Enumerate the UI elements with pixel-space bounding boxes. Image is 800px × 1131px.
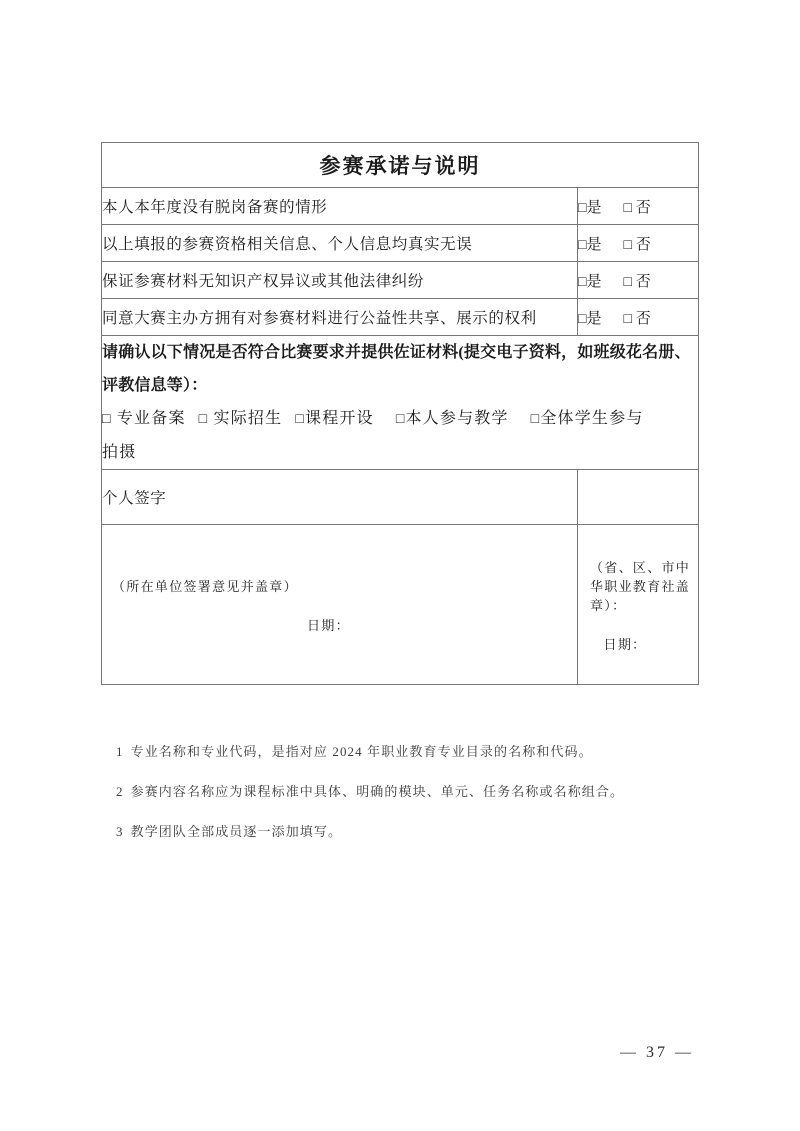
footnote-text-3: 教学团队全部成员逐一添加填写。 <box>130 824 343 839</box>
confirmation-prompt-line1: 请确认以下情况是否符合比赛要求并提供佐证材料(提交电子资料，如班级花名册、 <box>102 344 691 361</box>
seal-row <box>102 525 699 685</box>
checkbox-yes-4[interactable] <box>578 311 601 327</box>
footnotes <box>116 741 716 861</box>
table-row <box>102 299 699 336</box>
statement-choices-2 <box>578 225 699 262</box>
confirmation-options <box>102 402 698 436</box>
checkbox-option-label-1: 专业备案 <box>116 410 186 427</box>
checkbox-no-label-4: 否 <box>635 310 651 327</box>
checkbox-icon: □ <box>578 200 587 216</box>
statement-choices-1 <box>578 188 699 225</box>
employer-seal-date-label: 日期： <box>307 617 350 633</box>
footnote-number-2: 2 <box>116 784 124 799</box>
table-row <box>102 188 699 225</box>
checkbox-option-2[interactable] <box>199 410 283 427</box>
statement-text-2: 以上填报的参赛资格相关信息、个人信息均真实无误 <box>102 225 578 262</box>
checkbox-icon: □ <box>295 412 305 427</box>
checkbox-yes-label-1: 是 <box>586 199 602 216</box>
checkbox-yes-1[interactable] <box>578 200 601 216</box>
page-number: — 37 — <box>620 1044 694 1061</box>
checkbox-yes-label-2: 是 <box>586 236 602 253</box>
table-row <box>102 262 699 299</box>
employer-seal-caption: （所在单位签署意见并盖章） <box>112 578 298 594</box>
checkbox-icon: □ <box>578 237 587 253</box>
checkbox-icon: □ <box>530 412 541 427</box>
statement-text-3: 保证参赛材料无知识产权异议或其他法律纠纷 <box>102 262 578 299</box>
confirmation-prompt-line2: 评教信息等）： <box>102 377 208 394</box>
checkbox-no-2[interactable] <box>623 237 650 253</box>
checkbox-no-1[interactable] <box>623 200 650 216</box>
footnote-text-2: 参赛内容名称应为课程标准中具体、明确的模块、单元、任务名称或名称组合。 <box>130 784 625 799</box>
checkbox-no-label-1: 否 <box>635 199 651 216</box>
footnote-1 <box>116 741 716 760</box>
statement-choices-3 <box>578 262 699 299</box>
checkbox-option-label-3: 课程开设 <box>305 410 374 427</box>
checkbox-option-label-4: 本人参与教学 <box>405 410 509 427</box>
page-title: 参赛承诺与说明 <box>102 143 699 188</box>
statement-choices-4 <box>578 299 699 336</box>
checkbox-option-label-2: 实际招生 <box>213 410 283 427</box>
checkbox-no-3[interactable] <box>623 274 650 290</box>
footnote-text-1: 专业名称和专业代码，是指对应 2024 年职业教育专业目录的名称和代码。 <box>130 744 593 759</box>
table-title-row <box>102 143 699 188</box>
signature-label: 个人签字 <box>102 470 578 525</box>
checkbox-icon: □ <box>578 311 587 327</box>
statement-text-4: 同意大赛主办方拥有对参赛材料进行公益性共享、展示的权利 <box>102 299 578 336</box>
checkbox-yes-3[interactable] <box>578 274 601 290</box>
competition-pledge-table <box>101 142 699 685</box>
checkbox-icon: □ <box>395 412 406 427</box>
footnote-number-3: 3 <box>116 824 124 839</box>
checkbox-icon: □ <box>623 311 632 327</box>
checkbox-icon: □ <box>623 274 632 290</box>
checkbox-icon: □ <box>623 237 632 253</box>
checkbox-yes-label-3: 是 <box>586 273 602 290</box>
confirmation-options-overflow: 拍摄 <box>102 444 137 461</box>
checkbox-icon: □ <box>102 412 112 427</box>
checkbox-no-4[interactable] <box>623 311 650 327</box>
checkbox-no-label-2: 否 <box>635 236 651 253</box>
confirmation-row <box>102 336 699 470</box>
statement-text-1: 本人本年度没有脱岗备赛的情形 <box>102 188 578 225</box>
checkbox-yes-2[interactable] <box>578 237 601 253</box>
checkbox-option-1[interactable] <box>102 410 186 427</box>
checkbox-icon: □ <box>578 274 587 290</box>
checkbox-icon: □ <box>198 412 209 427</box>
society-seal-cell[interactable] <box>578 525 699 685</box>
society-seal-caption: （省、区、市中华职业教育社盖章）： <box>590 559 691 613</box>
table-row <box>102 225 699 262</box>
confirmation-block <box>102 336 699 470</box>
checkbox-option-label-5: 全体学生参与 <box>540 410 644 427</box>
checkbox-option-4[interactable] <box>396 410 509 427</box>
employer-seal-cell[interactable] <box>102 525 578 685</box>
checkbox-no-label-3: 否 <box>635 273 651 290</box>
checkbox-yes-label-4: 是 <box>586 310 602 327</box>
society-seal-date-label: 日期： <box>603 636 647 652</box>
checkbox-icon: □ <box>623 200 632 216</box>
checkbox-option-5[interactable] <box>531 410 644 427</box>
checkbox-option-3[interactable] <box>295 410 373 427</box>
signature-row <box>102 470 699 525</box>
signature-field[interactable] <box>578 470 699 525</box>
footnote-2 <box>116 781 716 800</box>
footnote-3 <box>116 821 716 840</box>
footnote-number-1: 1 <box>116 744 124 759</box>
